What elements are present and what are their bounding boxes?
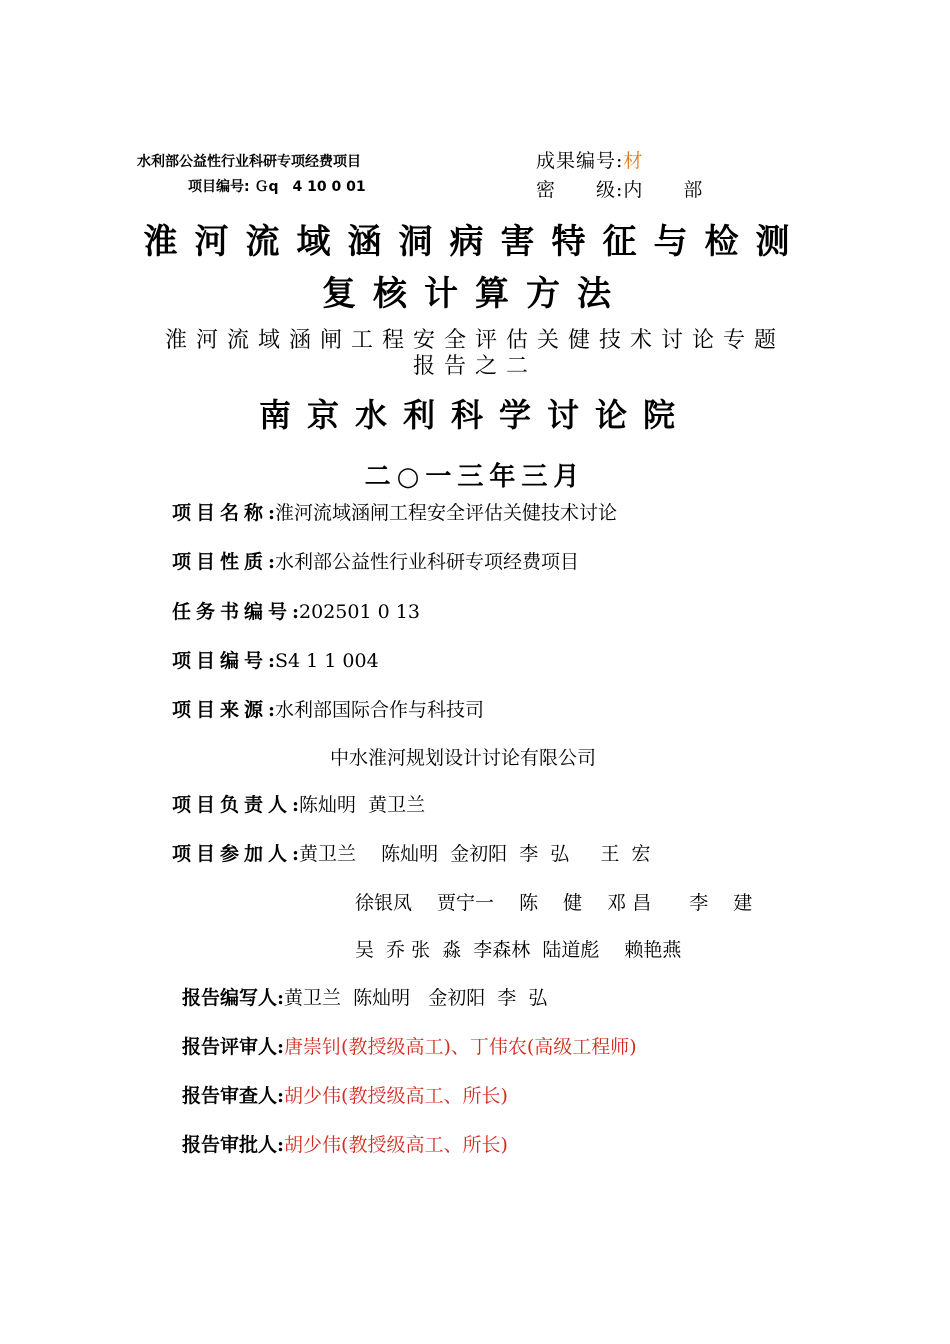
project-members-label: 项目参加人 xyxy=(172,843,293,865)
report-approver-row xyxy=(182,1130,508,1157)
project-members-line-1: 黄卫兰 陈灿明 金初阳 李 弘 王 宏 xyxy=(299,843,651,865)
project-name-row xyxy=(172,498,617,525)
report-subtitle-line-1: 淮河流域涵闸工程安全评估关健技术讨论专题 xyxy=(164,328,785,353)
colon: : xyxy=(268,502,276,524)
colon: : xyxy=(268,551,276,573)
report-reviewer-row xyxy=(182,1032,637,1059)
project-source-label: 项目来源 xyxy=(172,699,269,721)
project-nature-row xyxy=(172,547,579,574)
header-project-number xyxy=(188,176,366,196)
header-project-number-label: 项目编号: xyxy=(188,179,250,195)
project-members-row xyxy=(172,839,650,866)
colon: : xyxy=(292,794,300,816)
project-source-value-1: 水利部国际合作与科技司 xyxy=(275,699,485,721)
project-name-label: 项目名称 xyxy=(172,502,269,524)
report-writer-label: 报告编写人 xyxy=(182,987,278,1009)
project-code-row xyxy=(172,646,379,673)
project-source-row xyxy=(172,695,484,722)
project-nature-label: 项目性质 xyxy=(172,551,269,573)
colon: : xyxy=(277,1085,285,1107)
project-leader-label: 项目负责人 xyxy=(172,794,293,816)
report-subtitle-line-2: 报告之二 xyxy=(412,354,537,379)
result-number-label: 成果编号: xyxy=(536,150,624,172)
secret-level-value: 内 部 xyxy=(623,179,704,201)
header-project-number-value: Ｇq 4 10 0 01 xyxy=(254,179,366,195)
task-number-row xyxy=(172,597,420,624)
task-number-value: 202501 0 13 xyxy=(299,601,420,623)
institute-name: 南京水利科学讨论院 xyxy=(258,396,691,434)
report-reviewer-value: 唐崇钊(教授级高工)、丁伟农(高级工程师) xyxy=(284,1036,637,1058)
report-checker-row xyxy=(182,1081,508,1108)
project-name-value: 淮河流域涵闸工程安全评估关健技术讨论 xyxy=(275,502,618,524)
report-date: 二○一三年三月 xyxy=(364,462,586,492)
report-title-line-1: 淮河流域涵洞病害特征与检测 xyxy=(143,222,807,262)
project-code-value: S4 1 1 004 xyxy=(275,650,379,672)
project-leader-row xyxy=(172,790,425,817)
funding-source: 水利部公益性行业科研专项经费项目 xyxy=(137,154,361,170)
colon: : xyxy=(277,987,285,1009)
secret-level-label: 密 级: xyxy=(536,179,624,201)
report-title-line-2: 复核计算方法 xyxy=(322,274,628,314)
colon: : xyxy=(268,699,276,721)
report-checker-value: 胡少伟(教授级高工、所长) xyxy=(284,1085,508,1107)
result-number xyxy=(536,146,643,173)
project-members-line-3: 吴 乔 张 淼 李森林 陆道彪 赖艳燕 xyxy=(355,939,682,961)
project-members-line-2: 徐银凤 贾宁一 陈 健 邓 昌 李 建 xyxy=(355,892,753,914)
report-writer-row xyxy=(182,983,547,1010)
task-number-label: 任务书编号 xyxy=(172,601,293,623)
project-leader-value: 陈灿明 黄卫兰 xyxy=(299,794,426,816)
report-writer-value: 黄卫兰 陈灿明 金初阳 李 弘 xyxy=(284,987,548,1009)
colon: : xyxy=(268,650,276,672)
colon: : xyxy=(292,843,300,865)
report-approver-label: 报告审批人 xyxy=(182,1134,278,1156)
report-reviewer-label: 报告评审人 xyxy=(182,1036,278,1058)
project-source-value-2: 中水淮河规划设计讨论有限公司 xyxy=(330,747,597,769)
colon: : xyxy=(277,1036,285,1058)
colon: : xyxy=(292,601,300,623)
report-checker-label: 报告审查人 xyxy=(182,1085,278,1107)
colon: : xyxy=(277,1134,285,1156)
result-number-value: 材 xyxy=(623,150,644,172)
project-nature-value: 水利部公益性行业科研专项经费项目 xyxy=(275,551,580,573)
report-approver-value: 胡少伟(教授级高工、所长) xyxy=(284,1134,508,1156)
secret-level xyxy=(536,175,703,202)
project-code-label: 项目编号 xyxy=(172,650,269,672)
